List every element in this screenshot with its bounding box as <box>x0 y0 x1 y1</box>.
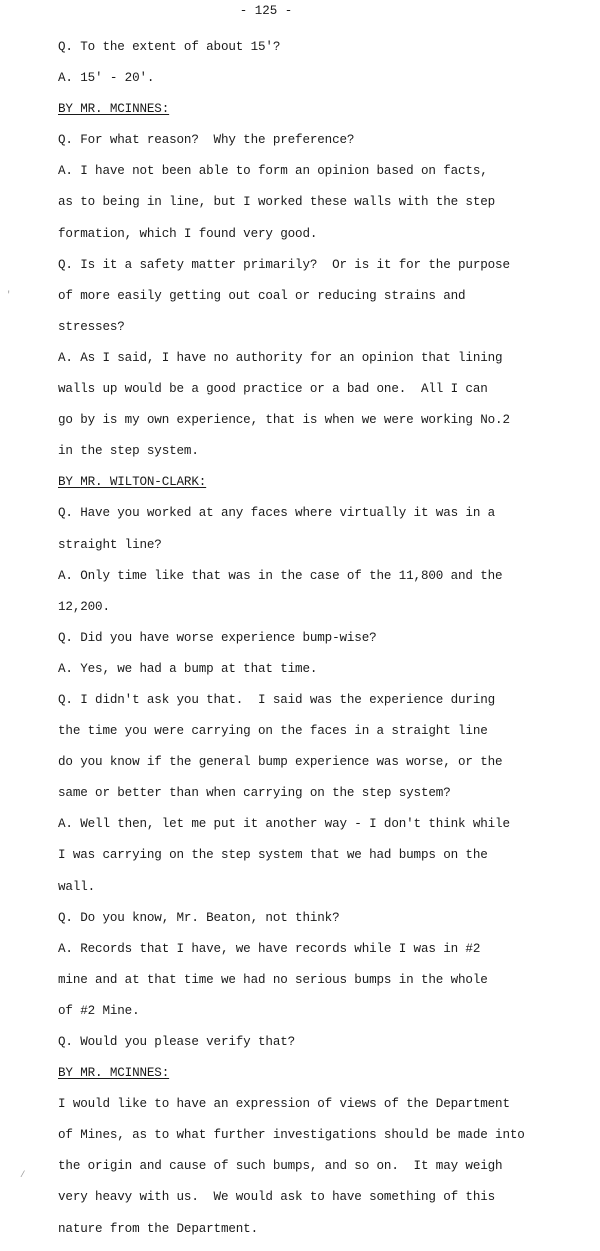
transcript-line: of #2 Mine. <box>58 1003 140 1018</box>
transcript-line: A. I have not been able to form an opinion based on facts, <box>58 164 488 179</box>
page-number: - 125 - <box>239 4 293 18</box>
transcript-line: Q. Would you please verify that? <box>58 1035 296 1049</box>
transcript-line: nature from the Department. <box>58 1221 259 1236</box>
transcript-line: Q. Have you worked at any faces where virtually it was in a <box>58 506 496 521</box>
transcript-line: walls up would be a good practice or a bad one. All I can <box>58 382 488 397</box>
transcript-line: do you know if the general bump experience was worse, or the <box>58 755 503 770</box>
transcript-line: Q. For what reason? Why the preference? <box>58 133 355 148</box>
transcript-line: A. Records that I have, we have records while I was in #2 <box>58 941 481 956</box>
transcript-line: A. Only time like that was in the case of the 11,800 and the <box>58 568 503 583</box>
transcript-line: very heavy with us. We would ask to have something of this <box>58 1190 496 1205</box>
transcript-line: Q. Do you know, Mr. Beaton, not think? <box>58 910 340 925</box>
transcript-line: the time you were carrying on the faces in a straight line <box>58 724 488 739</box>
speaker-heading: BY MR. MCINNES: <box>58 1066 170 1081</box>
transcript-line: of Mines, as to what further investigations should be made into <box>58 1128 525 1143</box>
speaker-heading: BY MR. MCINNES: <box>58 102 170 117</box>
transcript-line: I would like to have an expression of views of the Department <box>58 1097 510 1112</box>
transcript-line: Q. I didn't ask you that. I said was the experience during <box>58 692 496 707</box>
transcript-line: A. As I said, I have no authority for an opinion that lining <box>58 350 503 365</box>
transcript-line: A. 15' - 20'. <box>58 71 155 86</box>
transcript-body <box>58 38 588 1251</box>
transcript-line: I was carrying on the step system that we had bumps on the <box>58 848 488 863</box>
scan-speck: / <box>20 1170 26 1180</box>
transcript-line: in the step system. <box>58 444 199 459</box>
transcript-line: A. Yes, we had a bump at that time. <box>58 661 318 676</box>
transcript-line: mine and at that time we had no serious bumps in the whole <box>58 972 488 987</box>
transcript-line: Q. Did you have worse experience bump-wise? <box>58 630 377 645</box>
speaker-heading: BY MR. WILTON-CLARK: <box>58 475 207 490</box>
scan-speck: ' <box>6 290 12 300</box>
transcript-line: of more easily getting out coal or reducing strains and <box>58 288 466 303</box>
transcript-line: stresses? <box>58 319 125 334</box>
transcript-line: formation, which I found very good. <box>58 226 318 241</box>
transcript-line: A. Well then, let me put it another way - I don't think while <box>58 817 510 832</box>
transcript-line: the origin and cause of such bumps, and so on. It may weigh <box>58 1159 503 1174</box>
transcript-line: as to being in line, but I worked these walls with the step <box>58 195 496 210</box>
transcript-line: Q. Is it a safety matter primarily? Or is it for the purpose <box>58 257 510 272</box>
transcript-line: Q. To the extent of about 15'? <box>58 40 281 54</box>
transcript-line: straight line? <box>58 537 162 552</box>
transcript-line: same or better than when carrying on the step system? <box>58 786 451 801</box>
transcript-line: 12,200. <box>58 599 110 614</box>
transcript-line: go by is my own experience, that is when we were working No.2 <box>58 413 510 428</box>
transcript-line: wall. <box>58 879 96 894</box>
